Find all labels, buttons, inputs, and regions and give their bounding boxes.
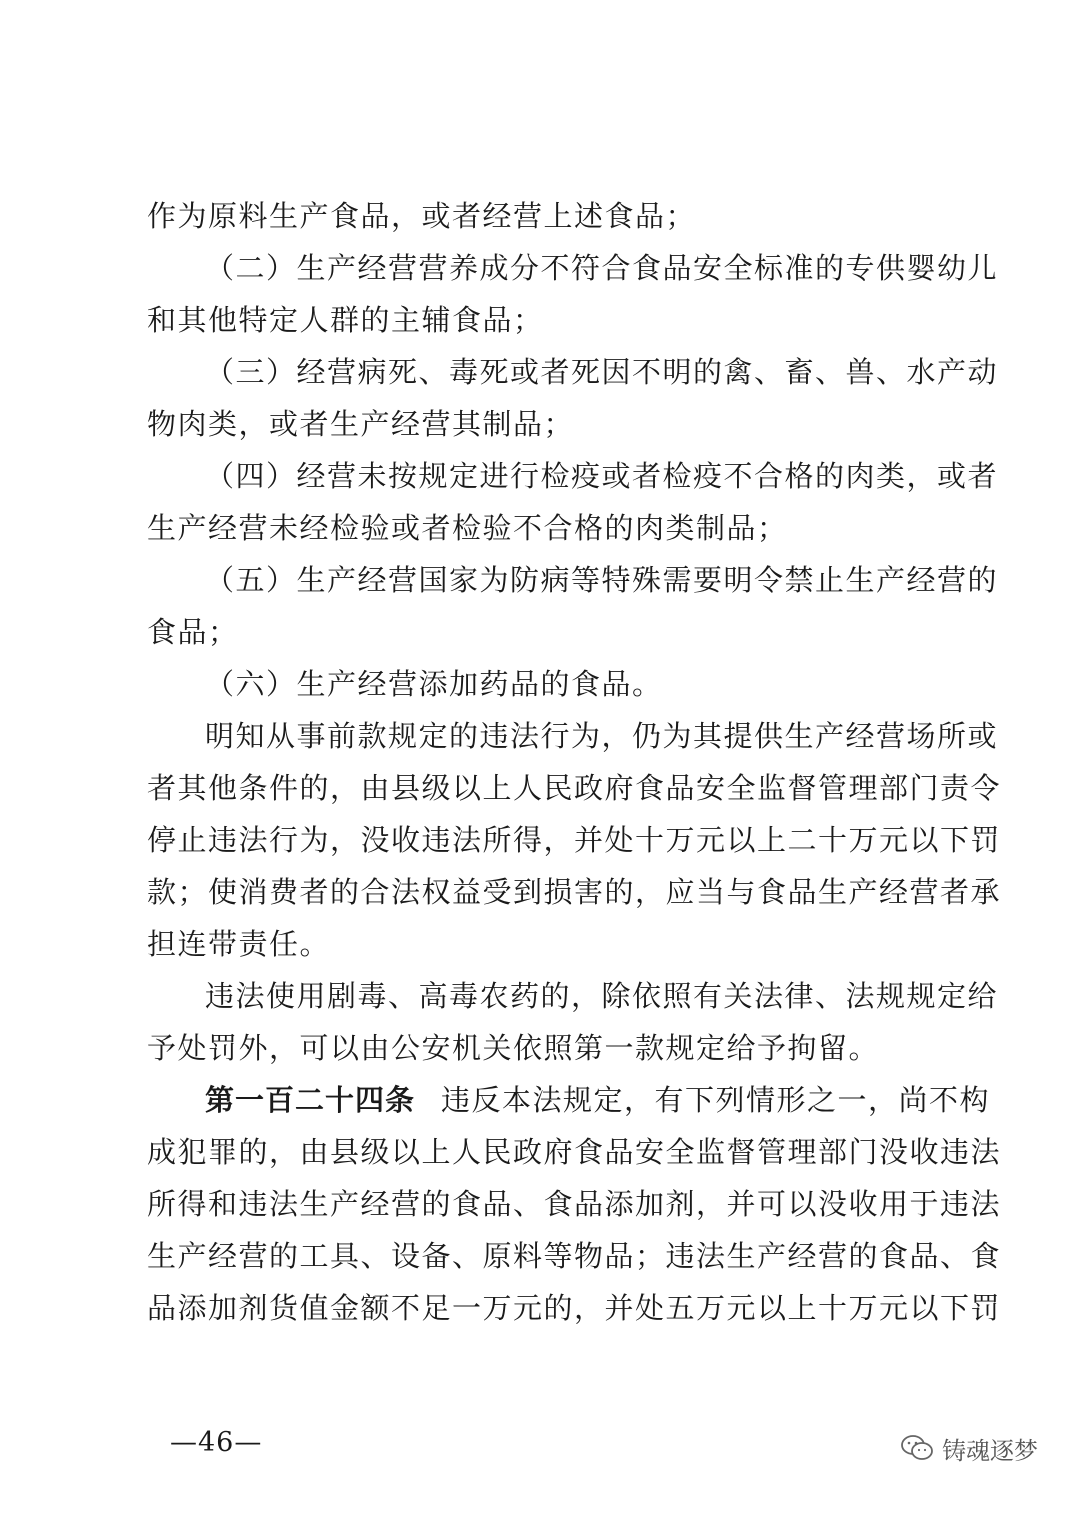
wechat-icon xyxy=(900,1433,934,1463)
text-line: 违法使用剧毒、高毒农药的，除依照有关法律、法规规定给 xyxy=(205,979,999,1013)
text-line: 成犯罪的，由县级以上人民政府食品安全监督管理部门没收违法 xyxy=(147,1135,1002,1169)
text-line: 担连带责任。 xyxy=(147,927,331,961)
text-line: 者其他条件的，由县级以上人民政府食品安全监督管理部门责令 xyxy=(147,771,1002,805)
watermark-text: 铸魂逐梦 xyxy=(942,1436,1038,1465)
text-line: 和其他特定人群的主辅食品； xyxy=(147,303,544,337)
body-text xyxy=(147,190,1002,1334)
text-line: 所得和违法生产经营的食品、食品添加剂，并可以没收用于违法 xyxy=(147,1187,1002,1221)
article-first-line-text: 违反本法规定，有下列情形之一，尚不构 xyxy=(441,1083,991,1117)
text-line: （二）生产经营营养成分不符合食品安全标准的专供婴幼儿 xyxy=(205,251,999,285)
text-line: （六）生产经营添加药品的食品。 xyxy=(205,667,663,701)
article-heading: 第一百二十四条 xyxy=(205,1083,416,1117)
text-line: 明知从事前款规定的违法行为，仍为其提供生产经营场所或 xyxy=(205,719,999,753)
text-line: （四）经营未按规定进行检疫或者检疫不合格的肉类，或者 xyxy=(205,459,999,493)
text-line: 作为原料生产食品，或者经营上述食品； xyxy=(147,199,697,233)
text-line: 款；使消费者的合法权益受到损害的，应当与食品生产经营者承 xyxy=(147,875,1002,909)
text-line: （五）生产经营国家为防病等特殊需要明令禁止生产经营的 xyxy=(205,563,999,597)
text-line: 食品； xyxy=(147,615,239,649)
page-number: —46— xyxy=(170,1427,263,1458)
text-line: 物肉类，或者生产经营其制品； xyxy=(147,407,575,441)
text-line: 生产经营未经检验或者检验不合格的肉类制品； xyxy=(147,511,788,545)
watermark xyxy=(900,1428,1038,1468)
text-line: 生产经营的工具、设备、原料等物品；违法生产经营的食品、食 xyxy=(147,1239,1002,1273)
text-line: （三）经营病死、毒死或者死因不明的禽、畜、兽、水产动 xyxy=(205,355,999,389)
article-first-line xyxy=(147,1074,991,1126)
text-line: 停止违法行为，没收违法所得，并处十万元以上二十万元以下罚 xyxy=(147,823,1002,857)
text-line: 品添加剂货值金额不足一万元的，并处五万元以上十万元以下罚 xyxy=(147,1291,1002,1325)
text-line: 予处罚外，可以由公安机关依照第一款规定给予拘留。 xyxy=(147,1031,880,1065)
